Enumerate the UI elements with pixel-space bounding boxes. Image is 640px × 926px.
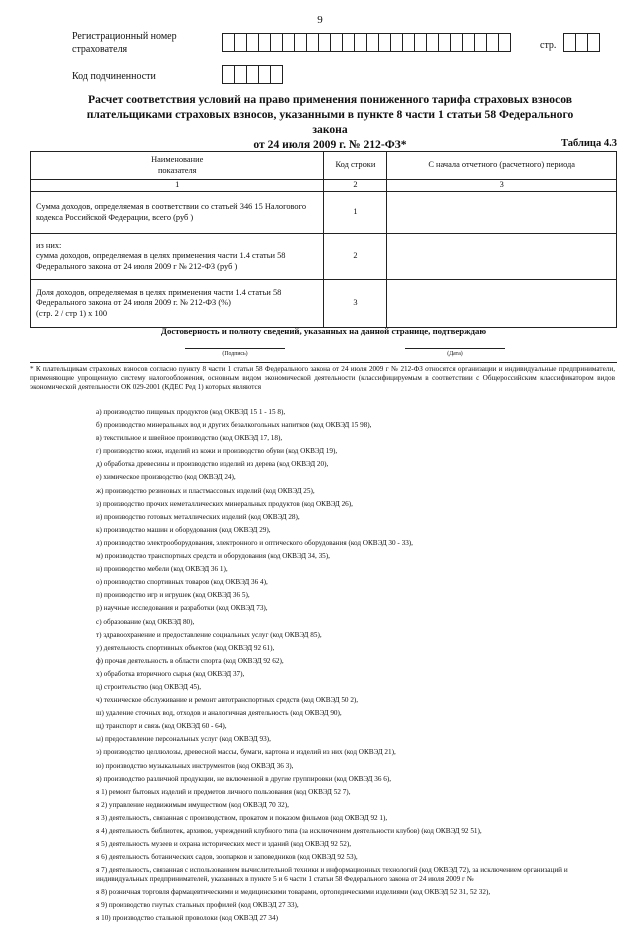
- reg-number-label-line1: Регистрационный номер: [72, 31, 177, 42]
- row-value-input[interactable]: [387, 234, 617, 280]
- header-name: [31, 152, 324, 180]
- page-boxes[interactable]: [563, 33, 599, 52]
- list-item: п) производство игр и игрушек (код ОКВЭД 36 5),: [96, 591, 250, 600]
- list-item: т) здравоохранение и предоставление социальных услуг (код ОКВЭД 85),: [96, 630, 322, 639]
- header-name-line2: показателя: [157, 165, 197, 175]
- col-number-row: [31, 180, 617, 192]
- page-label: стр.: [540, 40, 557, 51]
- list-item: и) производство готовых металлических изделий (код ОКВЭД 28),: [96, 512, 300, 521]
- signature-caption: (Подпись): [222, 351, 248, 357]
- subordination-label: Код подчиненности: [72, 71, 156, 82]
- col-number: 2: [324, 180, 387, 192]
- list-item: я 7) деятельность, связанная с использованием вычислительной техники и информационных технологий (код ОКВЭД 72), за исключением организаций и индивидуальных предпринимателей, указанных в пункте 5 и 6 части 1 статьи 58 Федерального закона от 24 июля 2009 г №: [96, 866, 568, 884]
- list-item: я 10) производство стальной проволоки (код ОКВЭД 27 34): [96, 914, 279, 923]
- footnote: * К плательщикам страховых взносов согласно пункту 8 части 1 статьи 58 Федерального закона от 24 июля 2009 г № 212-ФЗ относятся организации и индивидуальные предприниматели, применяющие упрощенную систему налогообложения, основным видом экономической деятельности (классифицируемым в соответствии с Общероссийским классификатором видов экономической деятельности ОК 029-2001 (КДЕС Ред 1) которых являются: [30, 365, 615, 392]
- table-row: [31, 192, 617, 234]
- list-item: у) деятельность спортивных объектов (код ОКВЭД 92 61),: [96, 643, 275, 652]
- footnote-separator: [30, 362, 617, 363]
- row-code: 3: [324, 280, 387, 328]
- row-name: сумма доходов, определяемая в целях применения части 1.4 статьи 58 Федерального закона от 24 июля 2009 г № 212-ФЗ (руб ): [36, 251, 286, 271]
- list-item: з) производство прочих неметаллических минеральных продуктов (код ОКВЭД 26),: [96, 499, 353, 508]
- list-item: ю) производство музыкальных инструментов (код ОКВЭД 36 3),: [96, 761, 294, 770]
- list-item: я 2) управление недвижимым имуществом (код ОКВЭД 70 32),: [96, 800, 289, 809]
- date-caption: (Дата): [447, 351, 463, 357]
- title-line3: от 24 июля 2009 г. № 212-ФЗ*: [253, 138, 407, 151]
- list-item: я) производство различной продукции, не включенной в другие группировки (код ОКВЭД 36 6),: [96, 774, 392, 783]
- list-item: ч) техническое обслуживание и ремонт автотранспортных средств (код ОКВЭД 50 2),: [96, 696, 359, 705]
- row-name: Доля доходов, определяемая в целях применения части 1.4 статьи 58 Федерального закона от 24 июля 2009 г. № 212-ФЗ (%): [36, 287, 282, 308]
- reg-cell[interactable]: [498, 33, 511, 52]
- list-item: е) химическое производство (код ОКВЭД 24),: [96, 473, 236, 482]
- list-item: я 4) деятельность библиотек, архивов, учреждений клубного типа (за исключением деятельности клубов) (код ОКВЭД 92 51),: [96, 827, 482, 835]
- sub-cell[interactable]: [270, 65, 283, 84]
- row-name-post: (стр. 2 / стр 1) х 100: [36, 308, 108, 318]
- subordination-boxes[interactable]: [222, 65, 282, 84]
- table-number: Таблица 4.3: [561, 138, 617, 149]
- list-item: р) научные исследования и разработки (код ОКВЭД 73),: [96, 604, 268, 613]
- list-item: л) производство электрооборудования, электронного и оптического оборудования (код ОКВЭД 30 - 33),: [96, 538, 413, 547]
- confirmation-text: Достоверность и полноту сведений, указанных на данной странице, подтверждаю: [160, 326, 487, 336]
- title-line2: плательщиками страховых взносов, указанными в пункте 8 части 1 статьи 58 Федерального закона: [86, 108, 574, 136]
- list-item: с) образование (код ОКВЭД 80),: [96, 617, 195, 626]
- list-item: ш) удаление сточных вод, отходов и аналогичная деятельность (код ОКВЭД 90),: [96, 709, 342, 718]
- list-item: я 1) ремонт бытовых изделий и предметов личного пользования (код ОКВЭД 52 7),: [96, 787, 351, 796]
- reg-number-label-line2: страхователя: [72, 44, 128, 55]
- list-item: я 8) розничная торговля фармацевтическими и медицинскими товарами, ортопедическими изделиями (код ОКВЭД 52 31, 52 32),: [96, 888, 491, 897]
- title-line1: Расчет соответствия условий на право применения пониженного тарифа страховых взносов: [87, 93, 572, 106]
- list-item: х) обработка вторичного сырья (код ОКВЭД 37),: [96, 669, 245, 678]
- date-line[interactable]: [405, 348, 505, 349]
- form-title: [70, 92, 590, 152]
- list-item: в) текстильное и швейное производство (код ОКВЭД 17, 18),: [96, 434, 283, 443]
- header-code: Код строки: [324, 152, 387, 180]
- header-period: С начала отчетного (расчетного) периода: [387, 152, 617, 180]
- row-name: Сумма доходов, определяемая в соответствии со статьей 346 15 Налогового кодекса Российской Федерации, всего (руб ): [31, 192, 324, 234]
- row-value-input[interactable]: [387, 192, 617, 234]
- row-name-cell: [31, 234, 324, 280]
- reg-number-label: [72, 30, 177, 56]
- list-item: ы) предоставление персональных услуг (код ОКВЭД 93),: [96, 735, 271, 744]
- row-code: 2: [324, 234, 387, 280]
- header-name-line1: Наименование: [151, 155, 204, 164]
- list-item: я 3) деятельность, связанная с производством, прокатом и показом фильмов (код ОКВЭД 92 1),: [96, 813, 388, 822]
- activity-list: [96, 406, 616, 926]
- list-item: ж) производство резиновых и пластмассовых изделий (код ОКВЭД 25),: [96, 486, 315, 495]
- calculation-table: [30, 151, 617, 328]
- table-row: [31, 234, 617, 280]
- list-item: б) производство минеральных вод и других безалкогольных напитков (код ОКВЭД 15 98),: [96, 421, 372, 430]
- list-item: я 5) деятельность музеев и охрана исторических мест и зданий (код ОКВЭД 92 52),: [96, 840, 352, 849]
- list-item: а) производство пищевых продуктов (код ОКВЭД 15 1 - 15 8),: [96, 408, 286, 416]
- list-item: к) производство машин и оборудования (код ОКВЭД 29),: [96, 525, 271, 534]
- col-number: 3: [387, 180, 617, 192]
- list-item: щ) транспорт и связь (код ОКВЭД 60 - 64),: [96, 722, 227, 731]
- row-name-pre: из них:: [36, 240, 62, 250]
- reg-number-boxes[interactable]: [222, 33, 510, 52]
- list-item: д) обработка древесины и производство изделий из дерева (код ОКВЭД 20),: [96, 460, 329, 469]
- row-name-cell: [31, 280, 324, 328]
- list-item: ц) строительство (код ОКВЭД 45),: [96, 682, 202, 691]
- list-item: я 9) производство гнутых стальных профилей (код ОКВЭД 27 33),: [96, 901, 299, 910]
- list-item: о) производство спортивных товаров (код ОКВЭД 36 4),: [96, 578, 268, 587]
- row-code: 1: [324, 192, 387, 234]
- signature-line[interactable]: [185, 348, 285, 349]
- page-number: 9: [317, 14, 323, 26]
- list-item: н) производство мебели (код ОКВЭД 36 1),: [96, 565, 228, 574]
- table-header-row: [31, 152, 617, 180]
- list-item: ф) прочая деятельность в области спорта (код ОКВЭД 92 62),: [96, 656, 284, 665]
- col-number: 1: [31, 180, 324, 192]
- list-item: я 6) деятельность ботанических садов, зоопарков и заповедников (код ОКВЭД 92 53),: [96, 853, 358, 862]
- table-row: [31, 280, 617, 328]
- list-item: м) производство транспортных средств и оборудования (код ОКВЭД 34, 35),: [96, 552, 330, 561]
- list-item: г) производство кожи, изделий из кожи и производство обуви (код ОКВЭД 19),: [96, 447, 338, 456]
- row-value-input[interactable]: [387, 280, 617, 328]
- page-cell[interactable]: [587, 33, 600, 52]
- list-item: э) производство целлюлозы, древесной массы, бумаги, картона и изделий из них (код ОКВЭД 21),: [96, 748, 396, 757]
